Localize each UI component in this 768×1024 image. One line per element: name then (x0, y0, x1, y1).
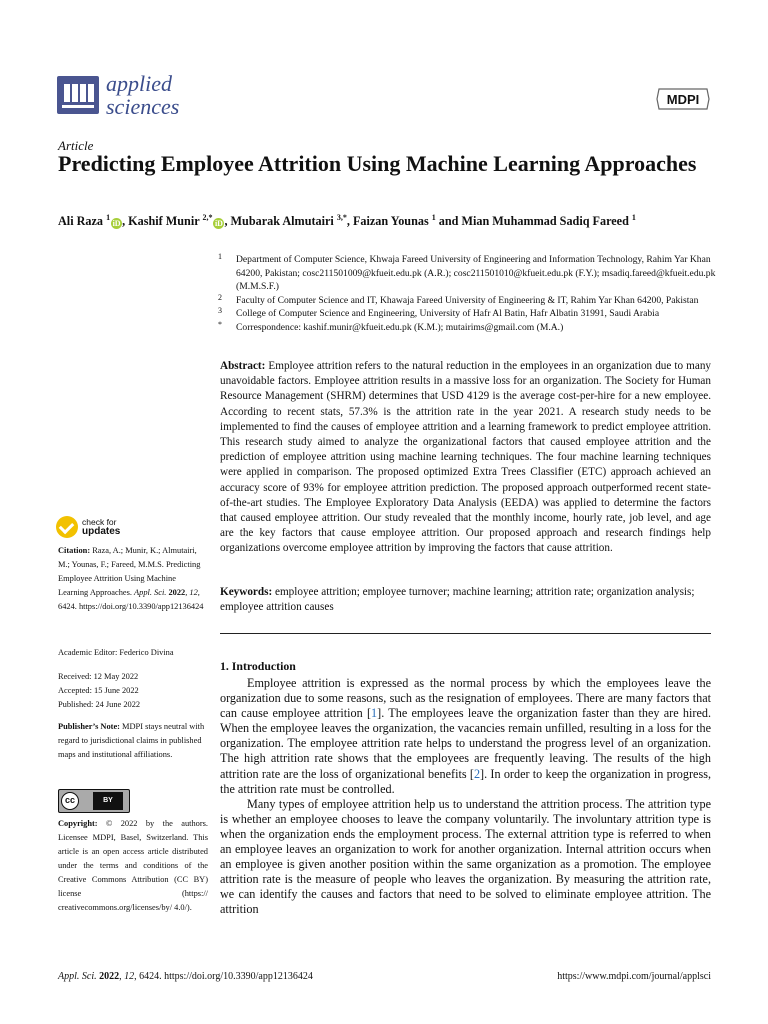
paper-title: Predicting Employee Attrition Using Machine Learning Approaches (58, 151, 697, 176)
academic-editor: Academic Editor: Federico Divina (58, 648, 174, 657)
copyright-notice: Copyright: © 2022 by the authors. Licensee MDPI, Basel, Switzerland. This article is an open access article distributed under the terms and conditions of the Creative Commons Attribution (CC BY) license (https:// creativecommons.org/licenses/by/ 4.0/). (58, 819, 209, 912)
citation-link[interactable]: 1 (371, 706, 378, 721)
svg-text:MDPI: MDPI (666, 92, 700, 107)
orcid-icon[interactable]: iD (214, 219, 223, 229)
checkmark-icon (56, 516, 78, 538)
check-for-updates-button[interactable]: check for updates (56, 516, 136, 542)
correspondence: * Correspondence: kashif.munir@kfueit.edu.pk (K.M.); mutairims@gmail.com (M.A.) (218, 319, 564, 333)
author: Ali Raza (58, 214, 104, 229)
article-type: Article (58, 138, 94, 153)
paragraph: Many types of employee attrition help us to understand the attrition process. The attrition type is whether an employee chooses to leave the company voluntarily. The involuntary attrition type is when the organization ends the employment process. The external attrition type is referred to when an employee leaves an organization to work for another organization. Internal attrition occurs when an employee is given another position within the same organization as a promotion. The employee attrition rate is the measure of people who leaves the organization. By measuring the attrition rate, we can identify the causes and factors that need to be solved to eliminate employee attrition. The attrition (220, 796, 711, 917)
affiliation: 3 College of Computer Science and Engineering, University of Hafr Al Batin, Hafr Albatin 31991, Saudi Arabia (218, 306, 660, 320)
publisher-note: Publisher’s Note: MDPI stays neutral with regard to jurisdictional claims in published maps and institutional affiliations. (58, 722, 205, 759)
divider (220, 633, 711, 634)
keywords: Keywords: employee attrition; employee turnover; machine learning; attrition rate; organization analysis; employee attrition causes (220, 586, 695, 614)
affiliations (218, 253, 718, 335)
footer-citation: Appl. Sci. 2022, 12, 6424. https://doi.org/10.3390/app12136424 (58, 971, 313, 982)
author: Mian Muhammad Sadiq Fareed (461, 214, 629, 229)
author-list: Ali Raza $^1$iD , Kashif Munir $^{2,*}$iD , Mubarak Almutairi $^{3,*}$, Faizan Younas $^1$ and Mian Muhammad Sadiq Fareed $^1$ (58, 213, 636, 229)
affiliation: 2 Faculty of Computer Science and IT, Khawaja Fareed University of Engineering & IT, Rahim Yar Khan 64200, Pakistan (218, 292, 699, 306)
mdpi-logo (655, 86, 711, 112)
author: Faizan Younas (352, 214, 429, 229)
author: Mubarak Almutairi (230, 214, 334, 229)
introduction-body (220, 676, 711, 918)
citation-block: Citation: Raza, A.; Munir, K.; Almutairi, M.; Younas, F.; Fareed, M.M.S. Predicting Employee Attrition Using Machine Learning Approaches. Appl. Sci. 2022, 12, 6424. https://doi.org/10.3390/app12136424 (58, 546, 204, 611)
orcid-icon[interactable]: iD (112, 219, 121, 229)
abstract: Abstract: Employee attrition refers to the natural reduction in the employees in an organization due to many unavoidable factors. Employee attrition results in a massive loss for an organization. The Society for Human Resource Management (SHRM) determines that USD 4129 is the average cost-per-hire for a new employee. According to recent stats, 57.3% is the attrition rate in the year 2021. A research study needs to be implemented to find the causes of employee attrition and a learning framework to predict employee attrition. This research study aimed to analyze the organizational factors that caused employee attrition and the prediction of employee attrition using machine learning techniques. The four machine learning techniques were applied in comparison. The proposed optimized Extra Trees Classifier (ETC) approach achieved an accuracy score of 93% for employee attrition prediction. The proposed approach outperformed recent state-of-the-art studies. The Employee Exploratory Data Analysis (EEDA) was applied to determine the factors that caused employee attrition. Our study revealed that the monthly income, hourly rate, job level, and age are the key factors that cause employee attrition. Our proposed approach and research findings help organizations overcome employee attrition by improving the factors that cause attrition. (220, 360, 712, 555)
author: Kashif Munir (128, 214, 200, 229)
received-date: Received: 12 May 2022 (58, 672, 139, 681)
citation-link[interactable]: 2 (473, 766, 481, 781)
section-heading: 1. Introduction (220, 659, 296, 673)
accepted-date: Accepted: 15 June 2022 (58, 686, 139, 695)
footer-journal-url[interactable]: https://www.mdpi.com/journal/applsci (557, 971, 711, 982)
journal-name: applied sciences (106, 71, 180, 119)
journal-logo-icon (57, 76, 99, 114)
cc-by-license-icon[interactable]: cc BY (58, 789, 130, 813)
affiliation: 1 Department of Computer Science, Khwaja Fareed University of Engineering and Information Technology, Rahim Yar Khan 64200, Pakistan; cosc211501009@kfueit.edu.pk (A.R.); cosc211501010@kfueit.edu.pk (F.Y.); msadiq.fareed@kfueit.edu.pk (M.M.S.F.) (218, 252, 716, 293)
paragraph: Employee attrition is expressed as the normal process by which the employees leave the organization due to some reasons, such as the resignation of employees. There are many factors that can cause employee attrition [1]. The employees leave the organization faster than they are hired. When the employee leaves the organization, the vacancies remain unfilled, resulting in a loss for the organization. The employee attrition rate helps to understand the progress level of an organization. The high attrition rate shows that the employees are frequently leaving. The results of the high attrition rate are the loss of organizational benefits [2]. In order to keep the organization in progress, the attrition rate must be controlled. (220, 676, 711, 796)
published-date: Published: 24 June 2022 (58, 700, 141, 709)
